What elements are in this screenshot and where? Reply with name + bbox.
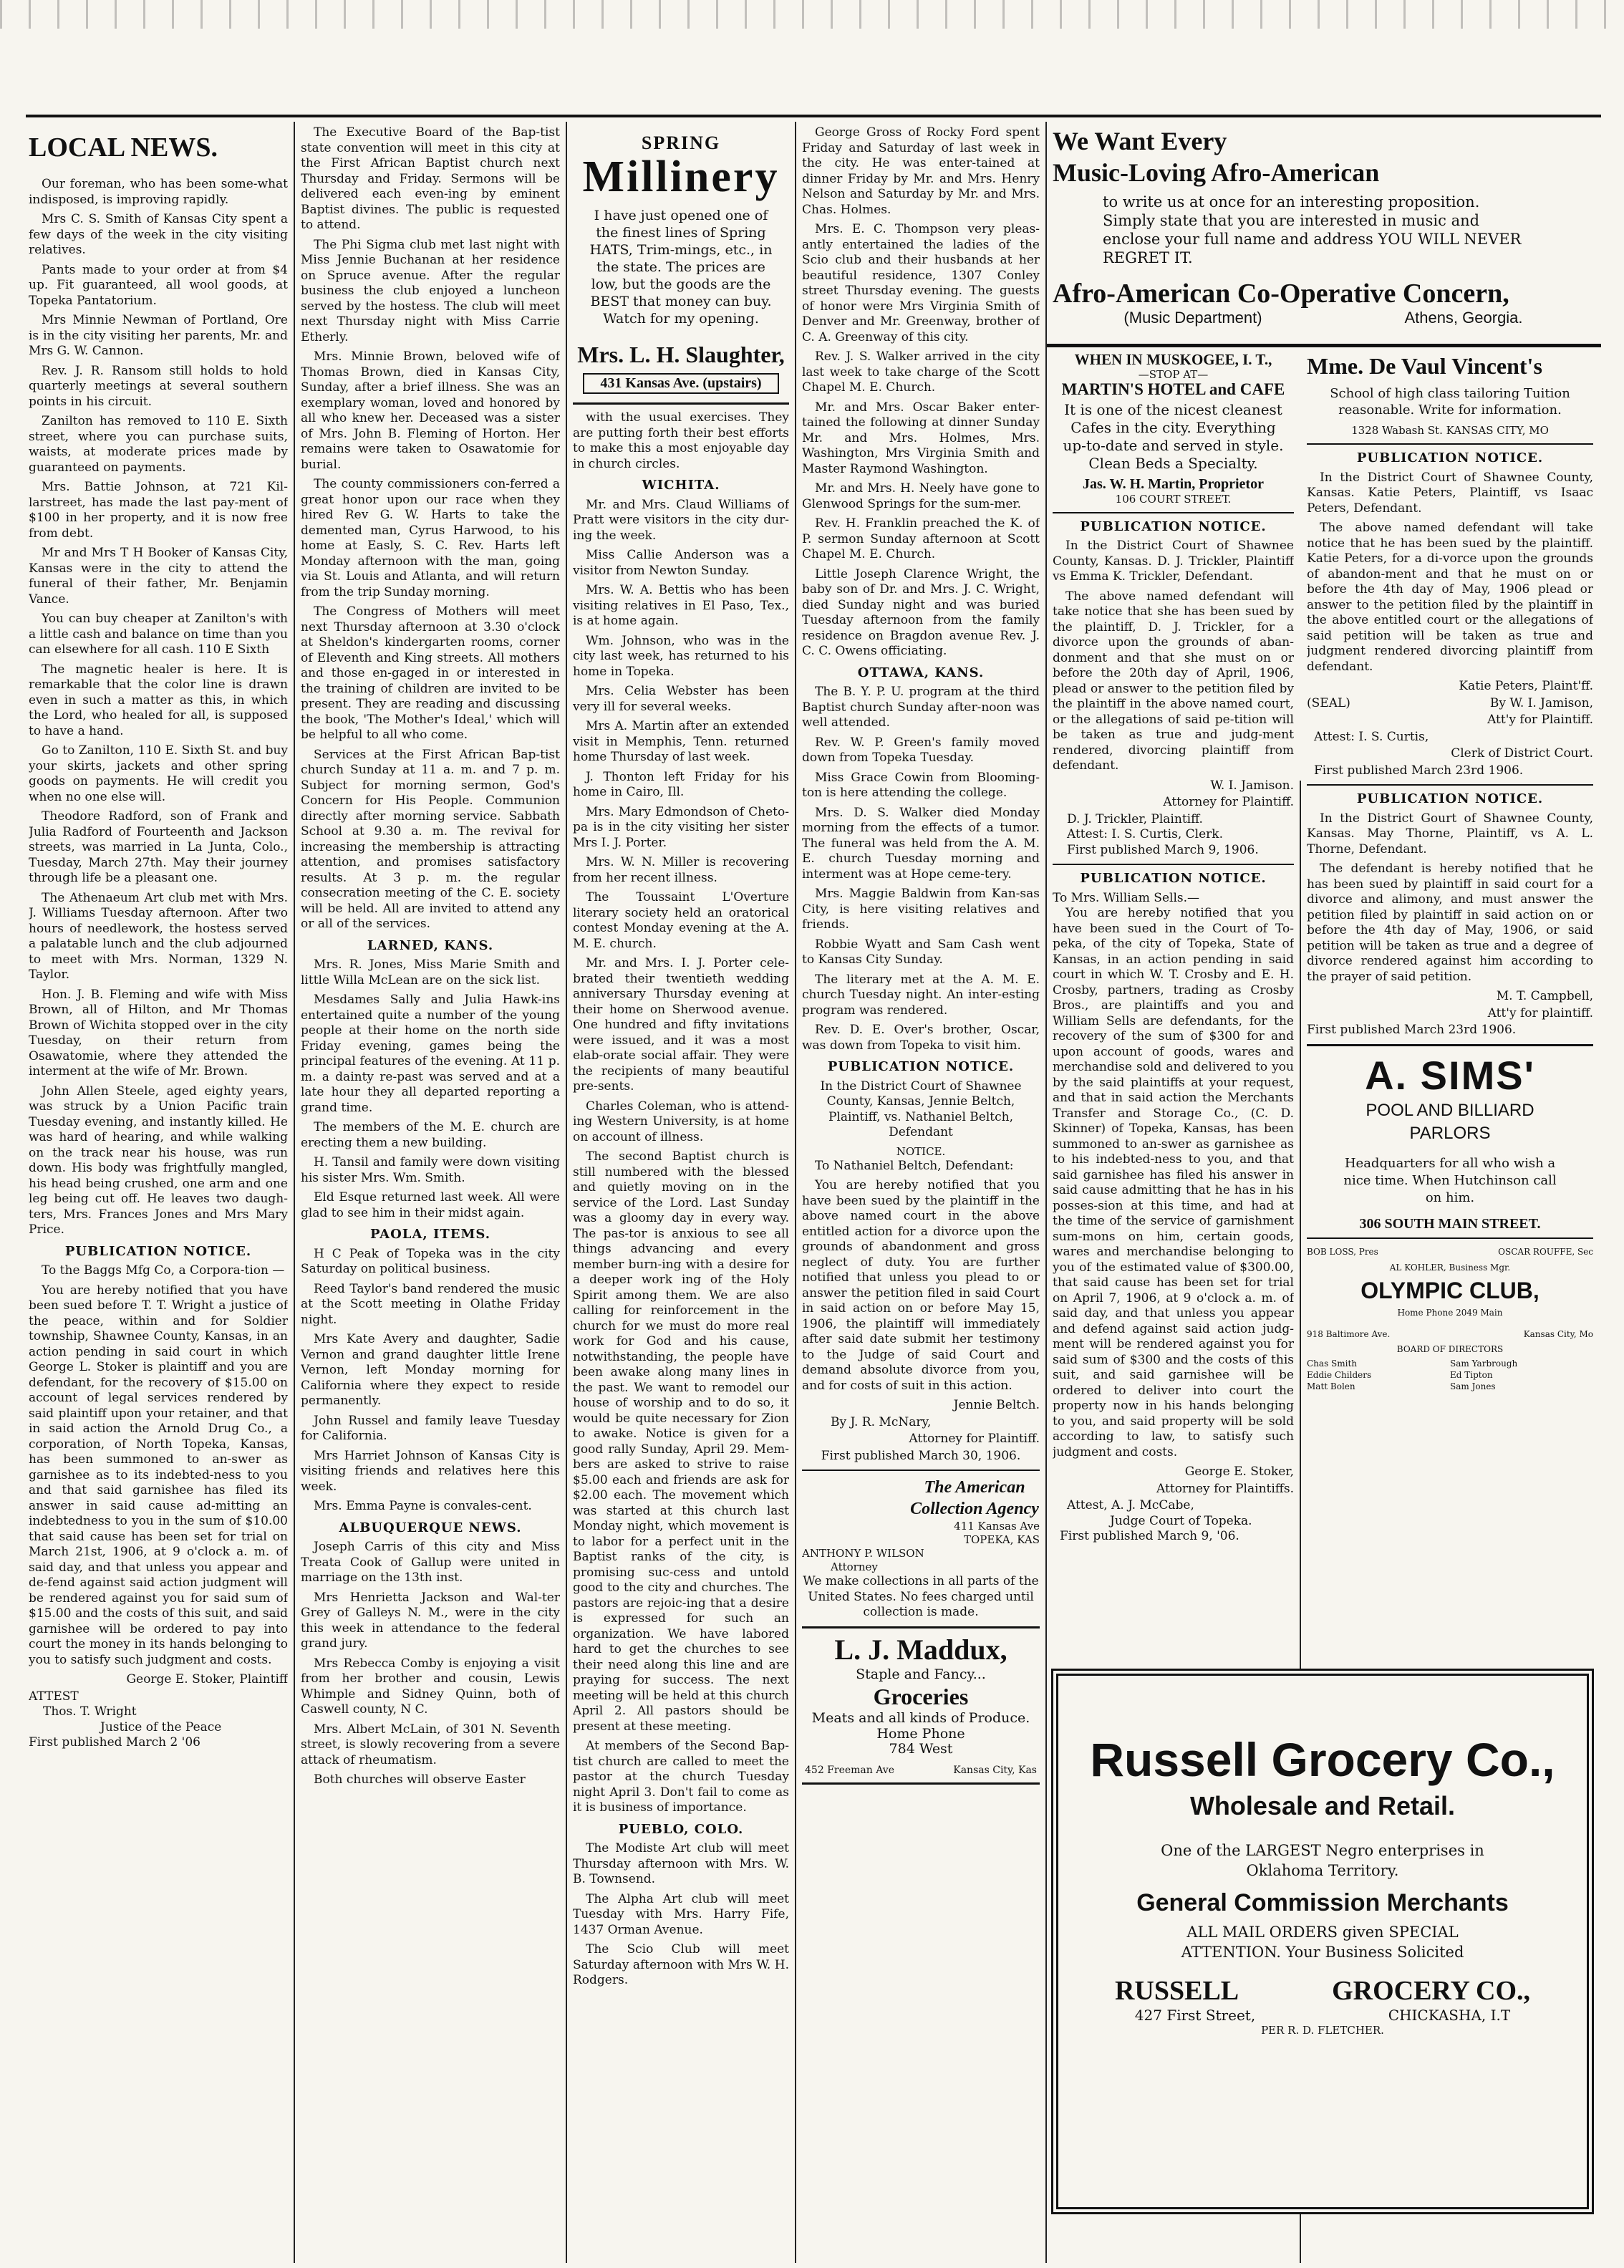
local-news-column xyxy=(29,125,288,2259)
notice-signature: M. T. Campbell, xyxy=(1496,989,1593,1003)
notice-published: First published March 9, 1906. xyxy=(1067,842,1259,857)
director-name: Chas Smith xyxy=(1307,1358,1358,1369)
notice-signature: Att'y for plaintiff. xyxy=(1487,1005,1593,1020)
paragraph: Hon. J. B. Fleming and wife with Miss Brown, all of Hilton, and Mr Thomas Brown of Wichita stopped over in the city Tuesday, on their return from Osawatomie, where they attended the interment at the wife of Mr. Brown. xyxy=(29,987,288,1078)
ad-city: CHICKASHA, I.T xyxy=(1388,2007,1511,2024)
larned-items xyxy=(301,957,560,1221)
notice-signature: D. J. Trickler, Plaintiff. xyxy=(1067,811,1203,826)
section-title: LARNED, KANS. xyxy=(367,937,494,953)
column-4 xyxy=(802,125,1040,2259)
paragraph: The members of the M. E. church are erecting them a new building. xyxy=(301,1120,560,1150)
paragraph: George Gross of Rocky Ford spent Friday and Saturday of last week in the city. He was enter-tained at dinner Friday by Mr. and Mrs. Henry Nelson and Saturday by Mr. and Mrs. Chas. Holmes. xyxy=(802,125,1040,217)
ad-dept: (Music Department) xyxy=(1123,309,1262,327)
masthead-rule xyxy=(26,115,1601,117)
paragraph: Mr. and Mrs. Claud Williams of Pratt were visitors in the city dur-ing the week. xyxy=(573,497,789,543)
ad-per: PER R. D. FLETCHER. xyxy=(1261,2024,1384,2037)
ad-title: Millinery xyxy=(582,152,780,201)
paragraph: Wm. Johnson, who was in the city last week, has returned to his home in Topeka. xyxy=(573,633,789,679)
paragraph: Mrs. Battie Johnson, at 721 Kil-larstreet, has made the last pay-ment of $100 in her property, and it is now free from debt. xyxy=(29,480,288,541)
millinery-ad xyxy=(573,131,789,405)
notice-signature: Jennie Beltch. xyxy=(953,1398,1040,1412)
ad-text: to write us at once for an interesting proposition. Simply state that you are interested in music and enclose your full name and address YOU WILL NEVER REGRET IT. xyxy=(1103,193,1522,266)
ad-text: ALL MAIL ORDERS given SPECIAL ATTENTION. Your Business Solicited xyxy=(1181,1924,1464,1961)
ad-name: GROCERY CO., xyxy=(1332,1976,1531,2006)
ad-border xyxy=(1051,1669,1594,2214)
paragraph: To Nathaniel Beltch, Defendant: xyxy=(815,1158,1014,1173)
paragraph: Pants made to your order at from $4 up. Fit guaranteed, all wool goods, at Topeka Pantatorium. xyxy=(29,262,288,308)
notice-body: You are hereby notified that you have been sued in the Court of To-peka, of the city of Topeka, State of Kansas, in an action pending in said court in which W. T. Crosby and E. H. Crosby, partners, trading as Crosby Bros., are plaintiffs and you and William Sells are defendants, for the recovery of the sum of $300 for and upon account of goods, wares and merchandise sold and delivered to you by the said plaintiffs at your request, and that in said action the Merchants Transfer and Storage Co., (C. D. Skinner) of Topeka, Kansas, has been summoned to an-swer as garnishee as to his indebted-ness to you, and that said garnishee has filed his answer in said cause admitting that he has in his posses-sion at this time, and had at the time of the service of garnishment sum-mons on him, certain goods, wares and merchandise belonging to you of the estimated value of $300.00, that said cause has been set for trial on April 7, 1906, at 9 o'clock a. m. of said day, and that unless you appear and defend against said action judg-ment will be rendered against you for said sum of $300 and the costs of this suit, and said garnishee will be ordered to deliver into court the property now in his hands belonging to you, and said property will be sold according to law, to satisfy such judgment and costs. xyxy=(1053,906,1294,1459)
paragraph: Mrs Henrietta Jackson and Wal-ter Grey of Galleys N. M., were in the city this week in attendance to the federal grand jury. xyxy=(301,1590,560,1651)
paragraph: J. Thonton left Friday for his home in Cairo, Ill. xyxy=(573,769,789,799)
column-3 xyxy=(573,125,789,2259)
notice-attest: Attest, A. J. McCabe, xyxy=(1067,1498,1194,1512)
paragraph: John Allen Steele, aged eighty years, was struck by a Union Pacific train Tuesday evening, and instantly killed. He was hard of hearing, and while walking on the track near his house, was run down. His body was frightfully mangled, his head being crushed, one arm and one leg being cut off. He leaves two daugh-ters, Mrs. Frances Jones and Mrs Mary Price. xyxy=(29,1084,288,1237)
ad-line: General Commission Merchants xyxy=(1136,1889,1509,1916)
paragraph: Mrs. Albert McLain, of 301 N. Seventh street, is slowly recovering from a severe attack of rheumatism. xyxy=(301,1722,560,1767)
paragraph: Mesdames Sally and Julia Hawk-ins entertained quite a number of the young people at their home on the north side Friday evening, games being the principal features of the evening. At 11 p. m. a dainty re-past was served and at a late hour they all departed reporting a grand time. xyxy=(301,993,560,1115)
notice-head: In the District Court of Shawnee County, Kansas. Katie Peters, Plaintiff, vs Isaac Peters, Defendant. xyxy=(1307,470,1593,516)
paragraph: with the usual exercises. They are putting forth their best efforts to make this a most enjoyable day in church circles. xyxy=(573,410,789,471)
russell-grocery-ad xyxy=(1051,1661,1594,2220)
paragraph: Mrs. Maggie Baldwin from Kan-sas City, is here visiting relatives and friends. xyxy=(802,887,1040,932)
divider xyxy=(1307,784,1593,786)
paragraph: John Russel and family leave Tuesday for California. xyxy=(301,1413,560,1443)
paragraph: Mrs C. S. Smith of Kansas City spent a few days of the week in the city visiting relatives. xyxy=(29,212,288,257)
paragraph: Mrs. E. C. Thompson very pleas-antly entertained the ladies of the Scio club and their husbands at her beautiful residence, 1307 Conley street Thursday evening. The guests of honor were Mrs Virginia Smith of Denver and Mr. Greenway, brother of C. A. Greenway of this city. xyxy=(802,222,1040,344)
ad-name: Russell Grocery Co., xyxy=(1090,1733,1555,1786)
paragraph: Mrs Harriet Johnson of Kansas City is visiting friends and relatives here this week. xyxy=(301,1448,560,1494)
notice-published: First published March 23rd 1906. xyxy=(1314,763,1524,778)
paragraph: You are hereby notified that you have been sued before T. T. Wright a justice of the peace, within and for Soldier township, Shawnee County, Kansas, in an action pending in said court in which George L. Stoker is plaintiff and you are defendant, for the recovery of $15.00 on account of legal services rendered by said plaintiff upon your retainer, and that in said action the Arnold Drug Co., a corporation, of North Topeka, Kansas, has been summoned to an-swer as garnishee as to its indebted-ness to you and that said garnishee has filed its answer in said cause ad-mitting an indebtedness to you in the sum of $10.00 that said cause has been set for trial on March 21st, 1906, at 9 o'clock a. m. of said day, and that unless you appear and de-fend against said action judgment will be rendered against you for said sum of $15.00 and the costs of this suit, and said garnishee will be ordered to pay into court the money in its hands belonging to you to satisfy such judgment and costs. xyxy=(29,1283,288,1667)
ad-proprietor: Jas. W. H. Martin, Proprietor xyxy=(1083,476,1264,492)
paragraph: The Alpha Art club will meet Tuesday with Mrs. Harry Fife, 1437 Orman Avenue. xyxy=(573,1891,789,1937)
paragraph: The county commissioners con-ferred a great honor upon our race when they hired Rev G. W. Harts to take the demented man, Cyrus Harwood, to his home at Easly, S. C. Rev. Harts left Monday afternoon with the man, going via St. Louis and Atlanta, and will return from the trip Sunday morning. xyxy=(301,477,560,599)
devaul-ad xyxy=(1307,352,1593,438)
paragraph: Rev. W. P. Green's family moved down from Topeka Tuesday. xyxy=(802,735,1040,765)
section-title: WICHITA. xyxy=(642,478,720,493)
ad-address: TOPEKA, KAS xyxy=(963,1533,1040,1546)
albuquerque-items xyxy=(301,1540,560,1788)
ad-title: Music-Loving Afro-American xyxy=(1053,158,1380,187)
notice-title: PUBLICATION NOTICE. xyxy=(827,1059,1015,1074)
paola-items xyxy=(301,1247,560,1515)
director-name: Matt Bolen xyxy=(1307,1381,1355,1391)
ad-address: 106 COURT STREET. xyxy=(1115,492,1232,506)
section-title: PUEBLO, COLO. xyxy=(618,1821,744,1837)
ad-text: Headquarters for all who wish a nice time. When Hutchinson call on him. xyxy=(1343,1155,1557,1205)
ad-role: Attorney xyxy=(831,1560,878,1573)
ad-phone: Home Phone 2049 Main xyxy=(1397,1308,1503,1318)
notice-signature: George E. Stoker, xyxy=(1184,1464,1294,1479)
paragraph: The Phi Sigma club met last night with Miss Jennie Buchanan at her residence on Spruce avenue. After the regular business the club enjoyed a luncheon served by the hostess. The club will meet next Thursday night with Miss Carrie Etherly. xyxy=(301,237,560,344)
divider xyxy=(1307,1044,1593,1046)
paragraph: Rev. J. S. Walker arrived in the city last week to take charge of the Scott Chapel M. E. Church. xyxy=(802,349,1040,395)
paragraph: The Scio Club will meet Saturday afternoon with Mrs W. H. Rodgers. xyxy=(573,1942,789,1987)
maddux-ad xyxy=(802,1626,1040,1785)
ad-officer: BOB LOSS, Pres xyxy=(1307,1247,1378,1257)
notice-label: NOTICE. xyxy=(896,1144,946,1158)
ad-officer: AL KOHLER, Business Mgr. xyxy=(1389,1262,1511,1273)
column-divider xyxy=(294,122,295,2263)
column-divider xyxy=(566,122,567,2263)
ad-head: WHEN IN MUSKOGEE, I. T., xyxy=(1074,352,1272,368)
director-name: Ed Tipton xyxy=(1450,1369,1493,1380)
ad-name: RUSSELL xyxy=(1114,1976,1239,2006)
notice-signature: Att'y for Plaintiff. xyxy=(1487,713,1593,727)
column-2 xyxy=(301,125,560,2259)
notice-signature: Katie Peters, Plaint'ff. xyxy=(1459,679,1593,693)
paragraph: You can buy cheaper at Zanilton's with a little cash and balance on time than you can elsewhere for all cash. 110 E Sixth xyxy=(29,612,288,657)
ad-directors xyxy=(1307,1358,1593,1392)
paragraph: Theodore Radford, son of Frank and Julia Radford of Fourteenth and Jackson streets, was married in La Junta, Colo., Tuesday, March 27th. May their journey through life be a pleasant one. xyxy=(29,809,288,885)
notice-signature: Thos. T. Wright xyxy=(43,1704,137,1719)
paragraph: Both churches will observe Easter xyxy=(314,1772,526,1787)
ad-text: It is one of the nicest cleanest Cafes in the city. Everything up-to-date and served in style. Clean Beds a Specialty. xyxy=(1063,401,1284,472)
director-name: Eddie Childers xyxy=(1307,1369,1372,1380)
paragraph: Mrs. Celia Webster has been very ill for several weeks. xyxy=(573,684,789,714)
paragraph: At members of the Second Bap-tist church are called to meet the pastor at the church Tuesday night April 3. Don't fail to come as it is business of importance. xyxy=(573,1739,789,1815)
paragraph: Mr. and Mrs. I. J. Porter cele-brated their twentieth wedding anniversary Thursday evening at their home on Sherwood avenue. One hundred and fifty invitations were issued, and it was a most elab-orate social affair. They were the recipients of many beautiful pre-sents. xyxy=(573,956,789,1094)
ad-address: 452 Freeman Ave xyxy=(805,1764,894,1776)
notice-published: First published March 23rd 1906. xyxy=(1307,1023,1517,1037)
paragraph: Services at the First African Bap-tist church Sunday at 11 a. m. and 7 p. m. Subject for morning sermon, God's Concern for His People. Communion directly after morning service. Sabbath School at 9.30 a. m. The revival for increasing the membership is attracting attention, and promises satisfactory results. At 3 p. m. the regular consecration meeting of the C. E. society will be held. All are invited to attend any or all of the services. xyxy=(301,747,560,931)
divider xyxy=(802,1470,1040,1471)
notice-published: First published March 30, 1906. xyxy=(821,1448,1021,1463)
paragraph: Mrs Kate Avery and daughter, Sadie Vernon and grand daughter little Irene Vernon, left Monday morning for California where they expect to reside permanently. xyxy=(301,1332,560,1408)
paragraph: Little Joseph Clarence Wright, the baby son of Dr. and Mrs. J. C. Wright, died Sunday night and was buried Tuesday afternoon from the family residence on Bragdon avenue Rev. J. C. C. Owens officiating. xyxy=(802,566,1040,658)
paragraph: Charles Coleman, who is attend-ing Western University, is at home on account of illness. xyxy=(573,1099,789,1144)
ad-address-row xyxy=(1068,2007,1577,2024)
ad-line: Meats and all kinds of Produce. Home Phone xyxy=(811,1710,1030,1742)
director-name: Sam Jones xyxy=(1450,1381,1496,1391)
notice-title: PUBLICATION NOTICE. xyxy=(1080,518,1267,534)
paragraph: Mrs. D. S. Walker died Monday morning from the effects of a tumor. The funeral was held from the A. M. E. church Tuesday morning and interment was at Hope ceme-tery. xyxy=(802,805,1040,882)
paragraph: The Congress of Mothers will meet next Thursday afternoon at 3.30 o'clock at Sheldon's kindergarten rooms, corner of Eleventh and King streets. All mothers and those en-gaged in or interested in the training of children are invited to be present. They are reading and discussing the book, 'The Mother's Ideal,' which will be helpful to all who come. xyxy=(301,604,560,742)
ad-name: OLYMPIC CLUB, xyxy=(1360,1278,1540,1303)
paragraph: The B. Y. P. U. program at the third Baptist church Sunday after-noon was well attended. xyxy=(802,685,1040,730)
paragraph: Mrs. Minnie Brown, beloved wife of Thomas Brown, died in Kansas City, Sunday, after a brief illness. She was an exemplary woman, loved and honored by all who knew her. Deceased was a sister of Mrs. John B. Fleming of Horton. Her remains were taken to Osawatomie for burial. xyxy=(301,349,560,472)
ad-officers xyxy=(1307,1245,1593,1260)
ad-address: 1328 Wabash St. KANSAS CITY, MO xyxy=(1351,424,1549,437)
column-divider xyxy=(1045,122,1047,2263)
paragraph: Mrs. W. N. Miller is recovering from her recent illness. xyxy=(573,855,789,885)
paragraph: Miss Grace Cowin from Blooming-ton is here attending the college. xyxy=(802,770,1040,800)
divider xyxy=(1053,512,1294,513)
pueblo-items xyxy=(573,1841,789,1989)
column-2-items xyxy=(301,125,560,932)
paragraph: The Executive Board of the Bap-tist state convention will meet in this city at the First African Baptist church next Thursday and Friday. Sermons will be delivered each even-ing by eminent Baptist divines. The public is requested to attend. xyxy=(301,125,560,232)
paragraph: Mr and Mrs T H Booker of Kansas City, Kansas were in the city to attend the funeral of their father, Mr. Benjamin Vance. xyxy=(29,546,288,607)
notice-signature: George E. Stoker, Plaintiff xyxy=(126,1672,288,1686)
paragraph: Rev. H. Franklin preached the K. of P. sermon Sunday afternoon at Scott Chapel M. E. Church. xyxy=(802,516,1040,561)
paragraph: Mr. and Mrs. H. Neely have gone to Glenwood Springs for the sum-mer. xyxy=(802,481,1040,511)
paragraph: Mrs. R. Jones, Miss Marie Smith and little Willa McLean are on the sick list. xyxy=(301,957,560,988)
notice-title: PUBLICATION NOTICE. xyxy=(1356,791,1544,806)
ad-title: The American Collection Agency xyxy=(910,1478,1039,1518)
paragraph: Joseph Carris of this city and Miss Treata Cook of Gallup were united in marriage on the 13th inst. xyxy=(301,1540,560,1585)
column-divider xyxy=(795,122,796,2263)
paragraph: Mrs Minnie Newman of Portland, Ore is in the city visiting her parents, Mr. and Mrs G. W. Cannon. xyxy=(29,313,288,358)
notice-published: First published March 9, '06. xyxy=(1060,1529,1239,1543)
section-title: ALBUQUERQUE NEWS. xyxy=(339,1520,522,1535)
ad-name: Mrs. L. H. Slaughter, xyxy=(577,341,785,367)
section-title: OTTAWA, KANS. xyxy=(857,665,985,680)
ad-subtitle: Wholesale and Retail. xyxy=(1189,1791,1456,1820)
ad-title: L. J. Maddux, xyxy=(834,1633,1007,1666)
ad-name: A. SIMS' xyxy=(1365,1052,1535,1098)
ad-address: 431 Kansas Ave. (upstairs) xyxy=(583,373,779,395)
paragraph: Mrs. Mary Edmondson of Cheto-pa is in the city visiting her sister Mrs I. J. Porter. xyxy=(573,804,789,850)
notice-head: In the District Court of Shawnee County, Kansas, Jennie Beltch, Plaintiff, vs. Nathaniel Beltch, Defendant xyxy=(820,1078,1022,1139)
ad-line: POOL AND BILLIARD xyxy=(1366,1100,1534,1120)
ad-name-row xyxy=(1068,1975,1577,2007)
divider xyxy=(1053,864,1294,865)
notice-to: To Mrs. William Sells.— xyxy=(1053,890,1200,905)
notice-clerk: Clerk of District Court. xyxy=(1451,746,1593,761)
notice-title: PUBLICATION NOTICE. xyxy=(64,1243,252,1259)
paragraph: The magnetic healer is here. It is remarkable that the color line is drawn even in such a matter as this, in which the Lord, who healed for all, is supposed to have a hand. xyxy=(29,662,288,738)
column-4-items xyxy=(802,125,1040,660)
notice-judge: Judge Court of Topeka. xyxy=(1110,1513,1252,1528)
ad-board: BOARD OF DIRECTORS xyxy=(1396,1344,1504,1354)
ad-line: 784 West xyxy=(889,1741,953,1757)
notice-signature: By J. R. McNary, xyxy=(831,1414,932,1429)
wichita-items xyxy=(573,498,789,1816)
paragraph: The second Baptist church is still numbered with the blessed and quietly moving on in the service of the Lord. Last Sunday was a gloomy day in every way. The pas-tor is anxious to see all things advancing and every member burn-ing with a desire for a deeper work ing of the Holy Spirit among them. We are also calling for reinforcement in the church for we must do more real work for God and his cause, notwithstanding, the people have been awake along many lines in the past. We want to remodel our house of worship and to do so, it would be quite necessary for Zion to awake. Notice is given for a good rally Sunday, April 29. Mem-bers are asked to strive to raise $5.00 each and friends are ask for $2.00 each. The movement which was started at this church last Monday night, which movement is to labor for a perfect unit in the Baptist ranks of the city, is promising suc-cess and untold good to the city and churches. The pastors are rejoic-ing that a desire is expressed for such an organization. We have labored hard to get the churches to see their need along this line and are praying for success. The next meeting will be held at this church April 2. All pastors should be present at these meeting. xyxy=(573,1149,789,1734)
column-6 xyxy=(1307,352,1593,1670)
notice-seal-row xyxy=(1307,696,1593,712)
notice-signature: Justice of the Peace xyxy=(100,1719,222,1734)
divider xyxy=(1307,443,1593,445)
notice-attest: ATTEST xyxy=(29,1689,79,1704)
ad-address: 427 First Street, xyxy=(1134,2007,1256,2024)
ad-name: ANTHONY P. WILSON xyxy=(802,1547,924,1560)
ad-address-row xyxy=(1307,1327,1593,1343)
ad-address: 306 SOUTH MAIN STREET. xyxy=(1359,1215,1541,1232)
paragraph: Mrs. Emma Payne is convales-cent. xyxy=(314,1499,532,1513)
paragraph: The literary met at the A. M. E. church Tuesday night. An inter-esting program was rendered. xyxy=(802,972,1040,1018)
notice-head: In the District Gourt of Shawnee County, Kansas. May Thorne, Plaintiff, vs A. L. Thorne, Defendant. xyxy=(1307,811,1593,856)
notice-body: The above named defendant will take notice that he has been sued by the plaintiff. Katie Peters, for a di-vorce upon the grounds of abandon-ment and that he must on or before the 4th day of May, 1906 plead or answer to the petition filed by the plaintiff in the above entitled court or the allegations of said petition will be taken as true and judgment rendered divorcing plaintiff from defendant. xyxy=(1307,521,1593,674)
director-name: Sam Yarbrough xyxy=(1450,1358,1518,1369)
paragraph: The Modiste Art club will meet Thursday afternoon with Mrs. W. B. Townsend. xyxy=(573,1841,789,1886)
paragraph: H C Peak of Topeka was in the city Saturday on political business. xyxy=(301,1246,560,1276)
paragraph: Zanilton has removed to 110 E. Sixth street, where you can purchase suits, waists, at moderate prices made by guaranteed on payments. xyxy=(29,414,288,475)
ad-footer xyxy=(805,1763,1037,1779)
notice-signature: Attorney for Plaintiffs. xyxy=(1156,1481,1294,1496)
ad-city: Athens, Georgia. xyxy=(1404,309,1523,327)
notice-title: PUBLICATION NOTICE. xyxy=(1356,450,1544,465)
collection-agency-ad xyxy=(802,1477,1040,1621)
notice-title: PUBLICATION NOTICE. xyxy=(1080,871,1267,886)
notice-body: The defendant is hereby notified that he has been sued by plaintiff in said court for a divorce and alimony, and must answer the petition filed by plaintiff in said action on or before the 4th day of May, 1906, or said petition will be taken as true and a degree of divorce rendered against him according to the prayer of said petition. xyxy=(1307,862,1593,984)
notice-seal: (SEAL) xyxy=(1307,695,1350,710)
ad-name: MARTIN'S HOTEL and CAFE xyxy=(1061,380,1285,398)
local-news-title: LOCAL NEWS. xyxy=(29,132,218,163)
notice-body: The above named defendant will take notice that she has been sued by the plaintiff, D. J. Trickler, for a divorce upon the grounds of aban-donment and that she must on or before the 20th day of April, 1906, plead or answer to the petition filed by the plaintiff in the above named court, or the allegations of said pe-tition will be taken as true and judg-ment rendered, divorcing plaintiff from defendant. xyxy=(1053,589,1294,773)
ad-text: One of the LARGEST Negro enterprises in Oklahoma Territory. xyxy=(1161,1842,1484,1879)
local-news-items xyxy=(29,177,288,1238)
notice-signature: W. I. Jamison. xyxy=(1210,778,1294,793)
paragraph: Our foreman, who has been some-what indisposed, is improving rapidly. xyxy=(29,177,288,207)
sims-ad xyxy=(1307,1052,1593,1232)
notice-signature: By W. I. Jamison, xyxy=(1489,695,1593,710)
paragraph: Mrs. W. A. Bettis who has been visiting relatives in El Paso, Tex., is at home again. xyxy=(573,583,789,628)
ad-line: Staple and Fancy... xyxy=(856,1666,986,1682)
section-title: PAOLA, ITEMS. xyxy=(369,1227,491,1242)
paragraph: Go to Zanilton, 110 E. Sixth St. and buy your skirts, jackets and other spring goods on payments. He will credit you when no one else will. xyxy=(29,743,288,804)
notice-signature: Attorney for Plaintiff. xyxy=(1163,795,1294,809)
ad-rule xyxy=(1047,344,1601,347)
ad-line: —STOP AT— xyxy=(1138,367,1209,381)
notice-attest: Attest: I. S. Curtis, xyxy=(1314,729,1429,744)
paragraph: Rev. D. E. Over's brother, Oscar, was down from Topeka to visit him. xyxy=(802,1023,1040,1053)
ad-officer: OSCAR ROUFFE, Sec xyxy=(1498,1247,1593,1257)
paragraph: Robbie Wyatt and Sam Cash went to Kansas City Sunday. xyxy=(802,937,1040,967)
olympic-club-ad xyxy=(1307,1245,1593,1392)
notice-attest: Attest: I. S. Curtis, Clerk. xyxy=(1067,827,1223,841)
ad-title: We Want Every xyxy=(1053,127,1227,155)
ad-name: Afro-American Co-Operative Concern, xyxy=(1053,279,1509,309)
ad-text: I have just opened one of the finest lines of Spring HATS, Trim-mings, etc., in the state. The prices are low, but the goods are the BEST that money can buy. Watch for my opening. xyxy=(589,207,773,327)
ad-footer xyxy=(1053,310,1594,326)
ad-address: 918 Baltimore Ave. xyxy=(1307,1328,1391,1339)
ad-city: Kansas City, Mo xyxy=(1523,1328,1593,1339)
paragraph: Reed Taylor's band rendered the music at the Scott meeting in Olathe Friday night. xyxy=(301,1281,560,1327)
ottawa-items xyxy=(802,685,1040,1053)
divider xyxy=(1307,1237,1593,1239)
paragraph: Mrs Rebecca Comby is enjoying a visit from her brother and cousin, Lewis Whimple and Sidney Quinn, both of Caswell county, N C. xyxy=(301,1656,560,1717)
ad-line: Groceries xyxy=(873,1684,969,1709)
paragraph: H. Tansil and family were down visiting his sister Mrs. Wm. Smith. xyxy=(301,1155,560,1185)
paragraph: You are hereby notified that you have been sued by the plaintiff in the above named court in the above entitled action for a divorce upon the grounds of abandonment and gross neglect of duty. You are further notified that unless you plead to or answer the petition filed in said Court in said action on or before May 15, 1906, the plaintiff will immediately after said date submit her testimony to the Judge of said Court and demand absolute divorce from you, and for costs of suit in this action. xyxy=(802,1178,1040,1393)
notice-body xyxy=(802,1159,1040,1394)
ad-city: Kansas City, Kas xyxy=(953,1764,1037,1776)
ad-text: We make collections in all parts of the United States. No fees charged until collection is made. xyxy=(803,1574,1039,1619)
ad-name: Mme. De Vaul Vincent's xyxy=(1307,353,1542,379)
martins-hotel-ad xyxy=(1053,352,1294,506)
paragraph: Miss Callie Anderson was a visitor from Newton Sunday. xyxy=(573,548,789,578)
ad-line: PARLORS xyxy=(1409,1123,1491,1143)
notice-published: First published March 2 '06 xyxy=(29,1735,200,1750)
notice-signature: Attorney for Plaintiff. xyxy=(909,1432,1040,1446)
notice-body xyxy=(29,1263,288,1668)
paragraph: Mr. and Mrs. Oscar Baker enter-tained the following at dinner Sunday Mr. and Mrs. Holmes, Mrs. Washington, Mrs Virginia Smith and Master Raymond Washington. xyxy=(802,400,1040,476)
page-edge-noise xyxy=(0,0,1624,29)
ad-kicker: SPRING xyxy=(641,132,721,153)
ad-address: 411 Kansas Ave xyxy=(954,1520,1040,1533)
paragraph: The Athenaeum Art club met with Mrs. J. Williams Tuesday afternoon. After two hours of needlework, the hostess served a palatable lunch and the club adjourned to meet with Mrs. Norman, 1329 N. Taylor. xyxy=(29,890,288,982)
paragraph: Rev. J. R. Ransom still holds to hold quarterly meetings at several southern points in his circuit. xyxy=(29,363,288,409)
notice-head: In the District Court of Shawnee County, Kansas. D. J. Trickler, Plaintiff vs Emma K. Trickler, Defendant. xyxy=(1053,539,1294,584)
afro-american-ad xyxy=(1053,125,1594,362)
paragraph: Eld Esque returned last week. All were glad to see him in their midst again. xyxy=(301,1190,560,1220)
paragraph: Mrs A. Martin after an extended visit in Memphis, Tenn. returned home Thursday of last week. xyxy=(573,719,789,764)
ad-text: School of high class tailoring Tuition reasonable. Write for information. xyxy=(1330,386,1570,418)
paragraph: To the Baggs Mfg Co, a Corpora-tion — xyxy=(42,1263,285,1278)
paragraph: The Toussaint L'Overture literary society held an oratorical contest Monday evening at the A. M. E. church. xyxy=(573,890,789,951)
